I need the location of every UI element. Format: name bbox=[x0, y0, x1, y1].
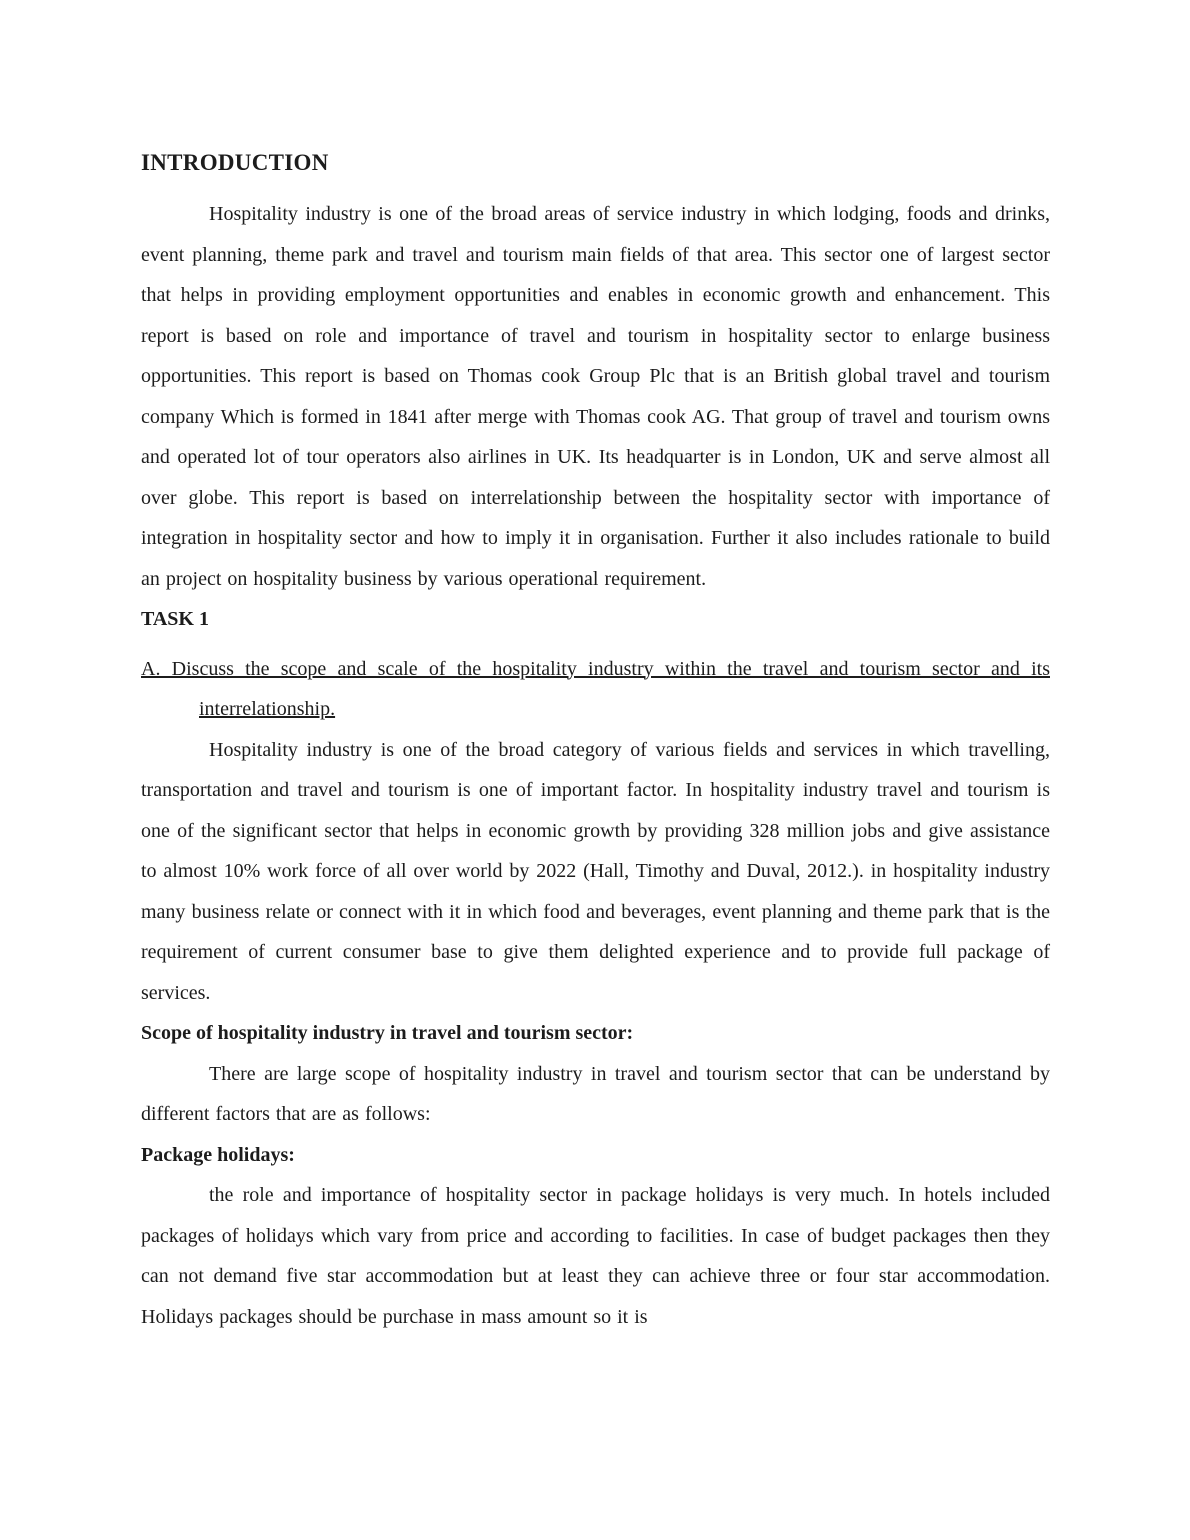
package-holidays-paragraph: the role and importance of hospitality sector in package holidays is very much. In hotels included packages of holidays which vary from price and according to facilities. In case of budget packages then they can not demand five star accommodation but at least they can achieve three or four star accommodation. Holidays packages should be purchase in mass amount so it is bbox=[141, 1184, 1050, 1328]
heading-question-a: A. Discuss the scope and scale of the hospitality industry within the travel and tourism sector and its interrelationship. bbox=[141, 657, 1050, 720]
heading-introduction: INTRODUCTION bbox=[141, 150, 329, 175]
heading-task-1: TASK 1 bbox=[141, 608, 209, 630]
scope-intro-paragraph: There are large scope of hospitality industry in travel and tourism sector that can be understand by different factors that are as follows: bbox=[141, 1062, 1050, 1125]
scope-paragraph: Hospitality industry is one of the broad category of various fields and services in which travelling, transportation and travel and tourism is one of important factor. In hospitality industry travel and tourism is one of the significant sector that helps in economic growth by providing 328 million jobs and give assistance to almost 10% work force of all over world by 2022 (Hall, Timothy and Duval, 2012.). in hospitality industry many business relate or connect with it in which food and beverages, event planning and theme park that is the requirement of current consumer base to give them delighted experience and to provide full package of services. bbox=[141, 738, 1050, 1004]
heading-scope-of-hospitality: Scope of hospitality industry in travel and tourism sector: bbox=[141, 1022, 634, 1044]
heading-package-holidays: Package holidays: bbox=[141, 1143, 295, 1166]
intro-paragraph: Hospitality industry is one of the broad areas of service industry in which lodging, foods and drinks, event planning, theme park and travel and tourism main fields of that area. This sector one of largest sector that helps in providing employment opportunities and enables in economic growth and enhancement. This report is based on role and importance of travel and tourism in hospitality sector to enlarge business opportunities. This report is based on Thomas cook Group Plc that is an British global travel and tourism company Which is formed in 1841 after merge with Thomas cook AG. That group of travel and tourism owns and operated lot of tour operators also airlines in UK. Its headquarter is in London, UK and serve almost all over globe. This report is based on interrelationship between the hospitality sector with importance of integration in hospitality sector and how to imply it in organisation. Further it also includes rationale to build an project on hospitality business by various operational requirement. bbox=[141, 203, 1050, 590]
